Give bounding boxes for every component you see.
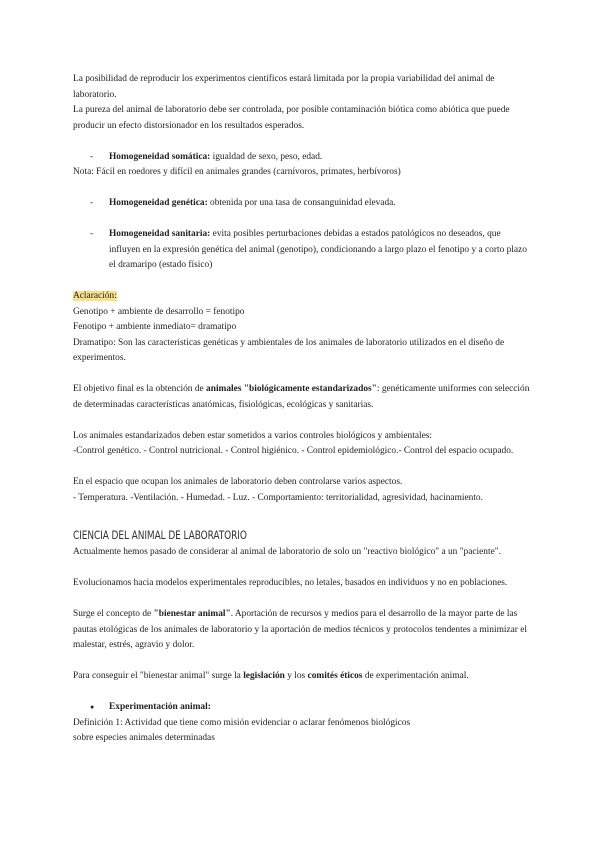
aclaracion-label: Aclaración: xyxy=(73,291,117,301)
intro-paragraph-1: La posibilidad de reproducir los experimentos científicos estará limitada por la propia variabilidad del animal de laboratorio. xyxy=(73,74,495,100)
aclaracion-line-1: Genotipo + ambiente de desarrollo = fenotipo xyxy=(73,306,245,317)
objetivo-post: : genéticamente uniformes con selección de determinadas características anatómicas, fisiológicas, ecológicas y sanitarias. xyxy=(73,384,530,410)
somatica-label: Homogeneidad somática: xyxy=(109,151,211,162)
espacio-line-1: En el espacio que ocupan los animales de laboratorio deben controlarse varios aspectos. xyxy=(73,477,403,487)
definicion-1-line-2: sobre especies animales determinadas xyxy=(73,733,215,743)
controles-line-1: Los animales estandarizados deben estar sometidos a varios controles biológicos y ambientales: xyxy=(73,430,433,441)
section-heading: CIENCIA DEL ANIMAL DE LABORATORIO xyxy=(73,527,247,542)
p4-bold-legislacion: legislación xyxy=(243,671,285,681)
controles-line-2: -Control genético. - Control nutricional. - Control higiénico. - Control epidemiológico.- Control del espacio ocupado. xyxy=(73,446,514,456)
definicion-1-line-1: Definición 1: Actividad que tiene como misión evidenciar o aclarar fenómenos biológicos xyxy=(73,717,411,728)
somatica-text: igualdad de sexo, peso, edad. xyxy=(210,151,323,162)
p4-mid: y los xyxy=(284,671,308,681)
document-body xyxy=(73,72,533,747)
p4-pre: Para conseguir el "bienestar animal" surge la xyxy=(73,671,244,681)
dash-marker: - xyxy=(90,229,94,239)
list-item-sanitaria xyxy=(73,227,533,274)
aclaracion-line-2: Fenotipo + ambiente inmediato= dramatipo xyxy=(73,322,237,332)
p4-bold-comites: comités éticos xyxy=(307,671,363,681)
genetica-label: Homogeneidad genética: xyxy=(109,198,208,208)
section-heading-wrap xyxy=(73,526,533,546)
objetivo-pre: El objetivo final es la obtención de xyxy=(73,384,207,394)
genetica-text: obtenida por una tasa de consanguinidad elevada. xyxy=(207,198,396,208)
dash-marker: - xyxy=(90,151,94,162)
p3-post: . Aportación de recursos y medios para el desarrollo de la mayor parte de las pautas etológicas de los animales de laboratorio y la aportación de medios técnicos y protocolos tendentes a minimizar el malestar, estrés, agravio y dolor. xyxy=(73,609,528,650)
sanitaria-text: evita posibles perturbaciones debidas a estados patológicos no deseados, que influyen en la expresión genética del animal (genotipo), condicionando a largo plazo el fenotipo y a corto plazo el dramaripo (estado físico) xyxy=(109,229,527,270)
experimentacion-label: Experimentación animal: xyxy=(109,702,211,712)
p4-post: de experimentación animal. xyxy=(362,671,469,681)
objetivo-bold: animales "biológicamente estandarizados" xyxy=(206,384,377,394)
p3-bold: "bienestar animal" xyxy=(153,609,231,619)
nota-text: Nota: Fácil en roedores y difícil en animales grandes (carnívoros, primates, herbívoros) xyxy=(73,167,401,177)
intro-paragraph-2: La pureza del animal de laboratorio debe ser controlada, por posible contaminación biótica como abiótica que puede producir un efecto distorsionador en los resultados esperados. xyxy=(73,105,510,131)
dash-marker: - xyxy=(90,198,94,208)
section-paragraph-4 xyxy=(73,669,533,685)
list-item-genetica xyxy=(73,196,533,212)
objetivo-paragraph xyxy=(73,382,533,413)
section-paragraph-1: Actualmente hemos pasado de considerar al animal de laboratorio de solo un "reactivo biológico" a un "paciente". xyxy=(73,547,501,557)
sanitaria-label: Homogeneidad sanitaria: xyxy=(109,229,211,239)
list-item-somatica xyxy=(73,150,533,166)
p3-pre: Surge el concepto de xyxy=(73,609,154,619)
aclaracion-label-line xyxy=(73,289,533,305)
list-item-experimentacion xyxy=(73,700,533,716)
espacio-line-2: - Temperatura. -Ventilación. - Humedad. - Luz. - Comportamiento: territorialidad, agresividad, hacinamiento. xyxy=(73,492,483,503)
section-paragraph-3 xyxy=(73,607,533,654)
section-paragraph-2: Evolucionamos hacia modelos experimentales reproducibles, no letales, basados en individuos y no en poblaciones. xyxy=(73,578,508,588)
aclaracion-line-3: Dramatipo: Son las características genéticas y ambientales de los animales de laboratorio utilizados en el diseño de experimentos. xyxy=(73,337,505,363)
bullet-dot-icon: ● xyxy=(90,703,95,711)
